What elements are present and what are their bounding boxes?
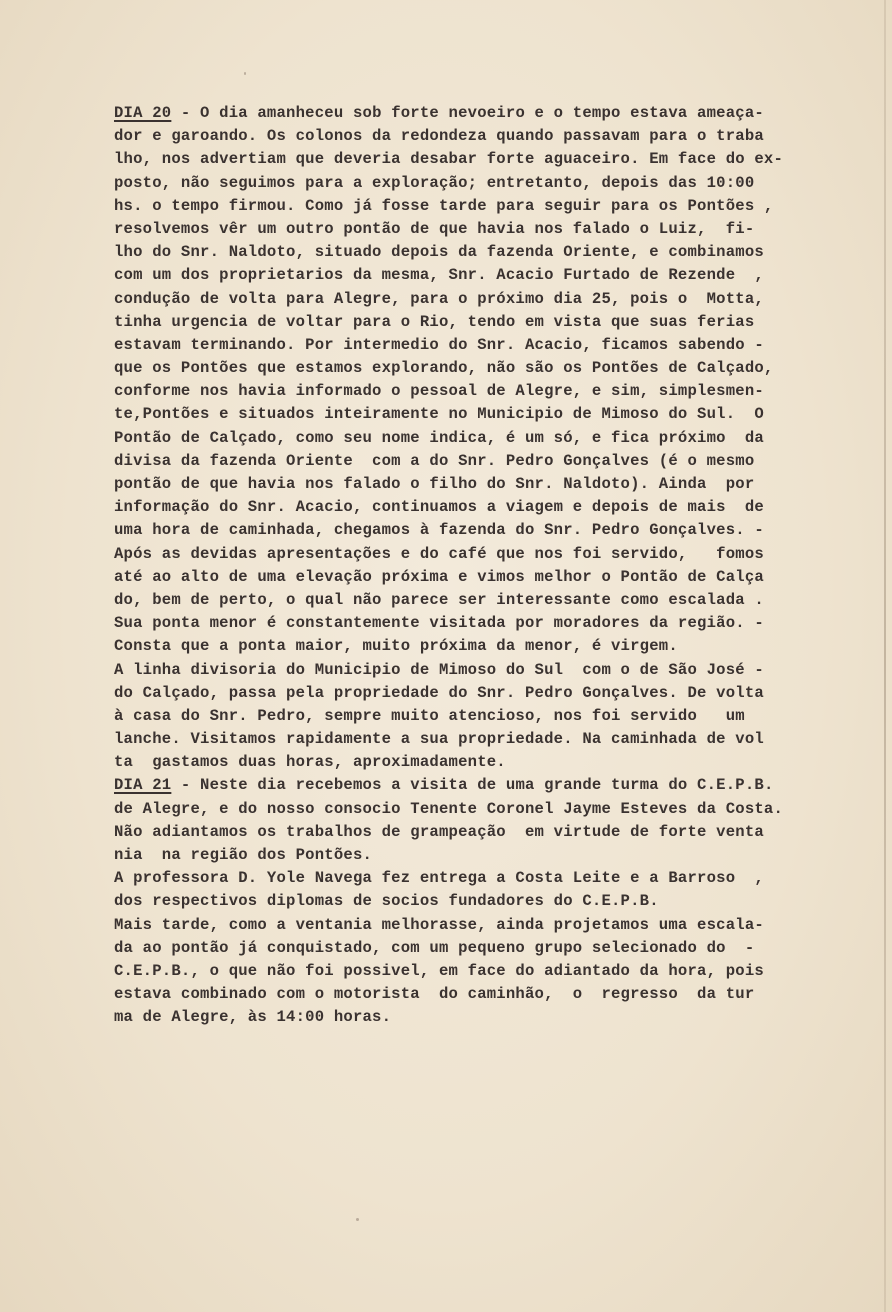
text-line <box>114 148 874 171</box>
line-text: Após as devidas apresentações e do café que nos foi servido, fomos <box>114 544 764 563</box>
line-text: posto, não seguimos para a exploração; entretanto, depois das 10:00 <box>114 173 755 192</box>
line-text: tinha urgencia de voltar para o Rio, tendo em vista que suas ferias <box>114 312 755 331</box>
text-line <box>114 102 874 125</box>
line-text: da ao pontão já conquistado, com um pequeno grupo selecionado do - <box>114 938 755 957</box>
line-text: do, bem de perto, o qual não parece ser interessante como escalada . <box>114 590 764 609</box>
text-line <box>114 311 874 334</box>
text-line <box>114 218 874 241</box>
line-text: conforme nos havia informado o pessoal de Alegre, e sim, simplesmen- <box>114 382 764 401</box>
text-line <box>114 890 874 913</box>
line-text: divisa da fazenda Oriente com a do Snr. Pedro Gonçalves (é o mesmo <box>114 451 755 470</box>
typed-text-body <box>114 102 874 1030</box>
text-line <box>114 728 874 751</box>
paper-speck <box>356 1218 359 1221</box>
text-line <box>114 543 874 566</box>
line-text: estava combinado com o motorista do caminhão, o regresso da tur <box>114 985 755 1004</box>
day-heading: DIA 20 <box>114 104 172 122</box>
text-line <box>114 635 874 658</box>
text-line <box>114 566 874 589</box>
text-line <box>114 867 874 890</box>
text-line <box>114 659 874 682</box>
text-line <box>114 264 874 287</box>
line-text: lho, nos advertiam que deveria desabar forte aguaceiro. Em face do ex- <box>114 150 784 169</box>
line-text: dos respectivos diplomas de socios fundadores do C.E.P.B. <box>114 892 659 911</box>
line-text: - O dia amanheceu sob forte nevoeiro e o tempo estava ameaça- <box>171 104 764 122</box>
line-text: A linha divisoria do Municipio de Mimoso do Sul com o de São José - <box>114 660 764 679</box>
text-line <box>114 380 874 403</box>
line-text: te,Pontões e situados inteiramente no Municipio de Mimoso do Sul. O <box>114 405 764 424</box>
text-line <box>114 496 874 519</box>
page-fold-shadow <box>884 0 886 1312</box>
line-text: estavam terminando. Por intermedio do Snr. Acacio, ficamos sabendo - <box>114 335 764 354</box>
text-line <box>114 403 874 426</box>
text-line <box>114 427 874 450</box>
text-line <box>114 288 874 311</box>
line-text: Pontão de Calçado, como seu nome indica, é um só, e fica próximo da <box>114 428 764 447</box>
line-text: de Alegre, e do nosso consocio Tenente Coronel Jayme Esteves da Costa. <box>114 799 784 818</box>
line-text: dor e garoando. Os colonos da redondeza quando passavam para o traba <box>114 127 764 146</box>
text-line <box>114 195 874 218</box>
text-line <box>114 473 874 496</box>
text-line <box>114 519 874 542</box>
line-text: uma hora de caminhada, chegamos à fazenda do Snr. Pedro Gonçalves. - <box>114 521 764 540</box>
text-line <box>114 334 874 357</box>
line-text: Sua ponta menor é constantemente visitada por moradores da região. - <box>114 614 764 633</box>
line-text: Mais tarde, como a ventania melhorasse, ainda projetamos uma escala- <box>114 915 764 934</box>
text-line <box>114 1006 874 1029</box>
text-line <box>114 172 874 195</box>
text-line <box>114 589 874 612</box>
text-line <box>114 241 874 264</box>
day-heading: DIA 21 <box>114 776 172 795</box>
line-text: - Neste dia recebemos a visita de uma grande turma do C.E.P.B. <box>171 776 774 795</box>
line-text: ta gastamos duas horas, aproximadamente. <box>114 753 506 772</box>
line-text: até ao alto de uma elevação próxima e vimos melhor o Pontão de Calça <box>114 567 764 586</box>
line-text: nia na região dos Pontões. <box>114 846 373 864</box>
line-text: pontão de que havia nos falado o filho do Snr. Naldoto). Ainda por <box>114 475 755 493</box>
text-line <box>114 937 874 960</box>
line-text: lho do Snr. Naldoto, situado depois da fazenda Oriente, e combinamos <box>114 243 764 262</box>
text-line <box>114 705 874 728</box>
line-text: à casa do Snr. Pedro, sempre muito atencioso, nos foi servido um <box>114 706 745 725</box>
line-text: com um dos proprietarios da mesma, Snr. Acacio Furtado de Rezende , <box>114 266 764 285</box>
line-text: ma de Alegre, às 14:00 horas. <box>114 1008 392 1027</box>
line-text: informação do Snr. Acacio, continuamos a viagem e depois de mais de <box>114 498 764 517</box>
line-text: C.E.P.B., o que não foi possivel, em face do adiantado da hora, pois <box>114 961 764 980</box>
line-text: hs. o tempo firmou. Como já fosse tarde para seguir para os Pontões , <box>114 196 774 215</box>
line-text: que os Pontões que estamos explorando, não são os Pontões de Calçado, <box>114 359 774 378</box>
text-line <box>114 821 874 844</box>
line-text: Consta que a ponta maior, muito próxima da menor, é virgem. <box>114 637 678 656</box>
paper-speck <box>244 72 246 75</box>
text-line <box>114 612 874 635</box>
line-text: Não adiantamos os trabalhos de grampeação em virtude de forte venta <box>114 822 764 841</box>
line-text: A professora D. Yole Navega fez entrega a Costa Leite e a Barroso , <box>114 869 764 888</box>
text-line <box>114 844 874 867</box>
text-line <box>114 914 874 937</box>
line-text: lanche. Visitamos rapidamente a sua propriedade. Na caminhada de vol <box>114 730 764 749</box>
text-line <box>114 960 874 983</box>
text-line <box>114 774 874 797</box>
text-line <box>114 798 874 821</box>
text-line <box>114 125 874 148</box>
text-line <box>114 682 874 705</box>
text-line <box>114 357 874 380</box>
line-text: resolvemos vêr um outro pontão de que havia nos falado o Luiz, fi- <box>114 219 755 238</box>
text-line <box>114 983 874 1006</box>
text-line <box>114 751 874 774</box>
text-line <box>114 450 874 473</box>
line-text: condução de volta para Alegre, para o próximo dia 25, pois o Motta, <box>114 289 764 308</box>
line-text: do Calçado, passa pela propriedade do Snr. Pedro Gonçalves. De volta <box>114 683 764 702</box>
